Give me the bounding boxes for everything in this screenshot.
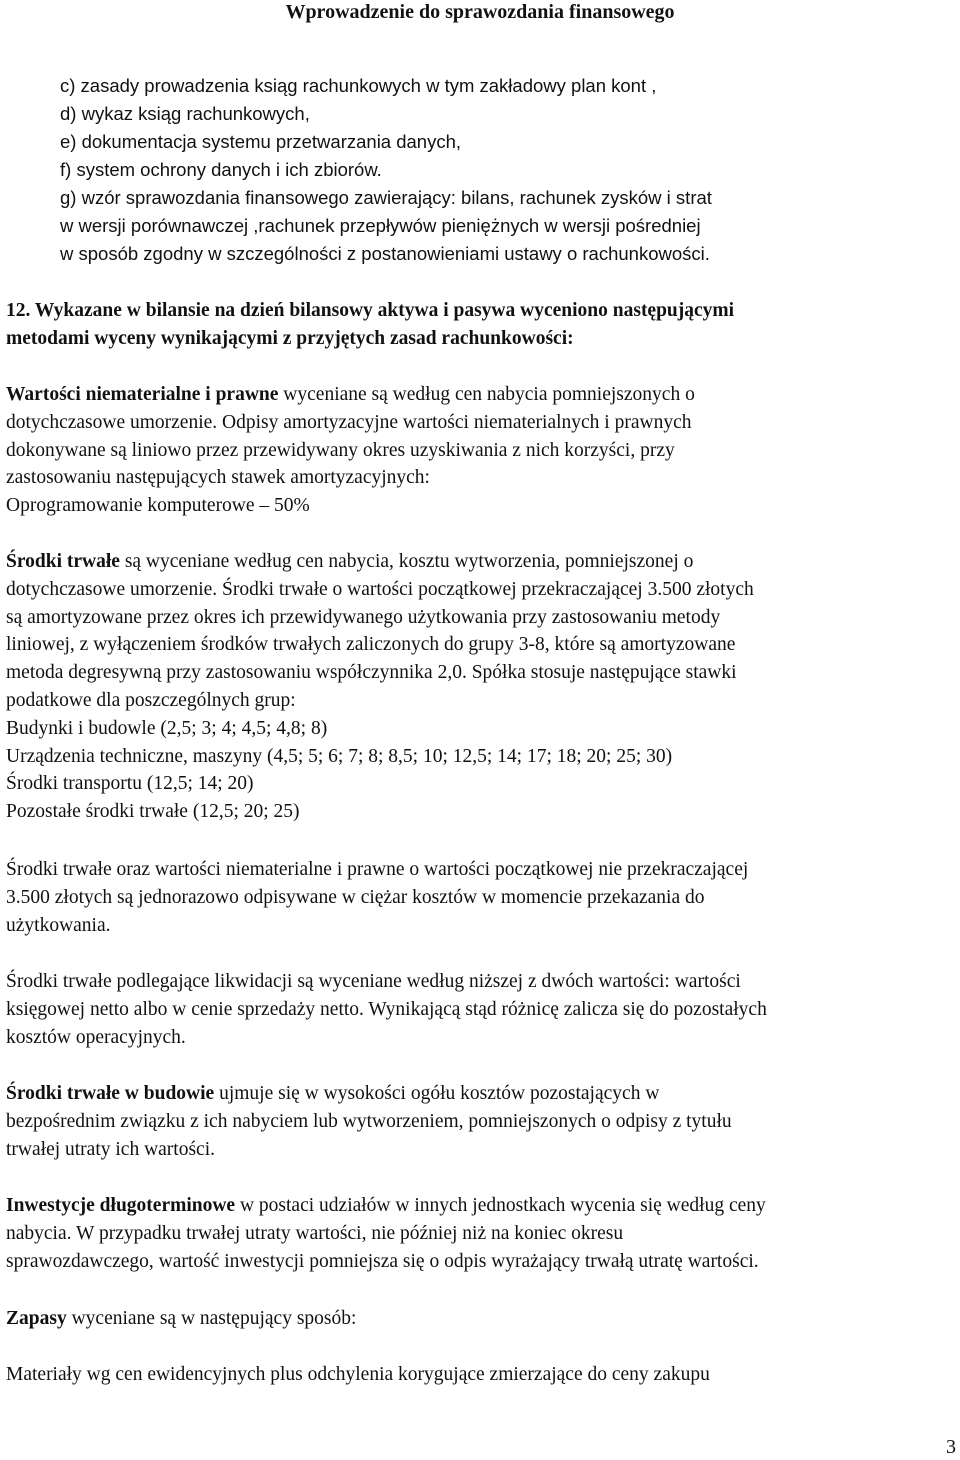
paragraph-line: kosztów operacyjnych. — [6, 1026, 186, 1048]
paragraph-line — [6, 381, 954, 409]
liquidation-paragraph — [6, 968, 954, 1051]
paragraph-line: Budynki i budowle (2,5; 3; 4; 4,5; 4,8; 8) — [6, 717, 328, 739]
investments-term: Inwestycje długoterminowe — [6, 1195, 236, 1216]
investments-paragraph — [6, 1192, 954, 1275]
paragraph-line: użytkowania. — [6, 914, 111, 936]
paragraph-line: nabycia. W przypadku trwałej utraty wartości, nie później niż na koniec okresu — [6, 1222, 624, 1244]
paragraph-line: Środki transportu (12,5; 14; 20) — [6, 773, 254, 795]
line-text: wyceniane są w następujący sposób: — [66, 1308, 357, 1329]
line-text: są wyceniane według cen nabycia, kosztu wytworzenia, pomniejszonej o — [119, 551, 694, 572]
list-item: g) wzór sprawozdania finansowego zawierający: bilans, rachunek zysków i strat — [60, 187, 712, 208]
paragraph-line: sprawozdawczego, wartość inwestycji pomniejsza się o odpis wyrażający trwałą utratę wartości. — [6, 1250, 759, 1272]
paragraph-line — [6, 548, 954, 576]
numbered-list-continuation — [60, 72, 940, 268]
intangibles-term: Wartości niematerialne i prawne — [6, 384, 279, 405]
list-item: e) dokumentacja systemu przetwarzania danych, — [60, 131, 462, 152]
fixed-assets-term: Środki trwałe — [6, 551, 120, 572]
construction-paragraph — [6, 1080, 954, 1163]
paragraph-line: metoda degresywną przy zastosowaniu współczynnika 2,0. Spółka stosuje następujące stawki — [6, 662, 737, 684]
low-value-assets-paragraph — [6, 856, 954, 939]
paragraph-line: Środki trwałe podlegające likwidacji są wyceniane według niższej z dwóch wartości: wartości — [6, 971, 741, 992]
paragraph-line: księgowej netto albo w cenie sprzedaży netto. Wynikającą stąd różnicę zalicza się do pozostałych — [6, 998, 767, 1020]
paragraph-line — [6, 1192, 954, 1220]
paragraph-line — [6, 1305, 954, 1333]
line-text: wyceniane są według cen nabycia pomniejszonych o — [278, 384, 695, 405]
paragraph-line: zastosowaniu następujących stawek amortyzacyjnych: — [6, 467, 430, 489]
paragraph-line — [6, 1080, 954, 1108]
paragraph-line: podatkowe dla poszczególnych grup: — [6, 689, 296, 711]
heading-line: metodami wyceny wynikającymi z przyjętych zasad rachunkowości: — [6, 328, 574, 349]
list-item: w wersji porównawczej ,rachunek przepływów pieniężnych w wersji pośredniej — [60, 215, 701, 236]
inventory-term: Zapasy — [6, 1308, 67, 1329]
section-12-heading — [6, 297, 954, 353]
paragraph-line: 3.500 złotych są jednorazowo odpisywane w ciężar kosztów w momencie przekazania do — [6, 886, 705, 908]
fixed-assets-paragraph — [6, 548, 954, 826]
heading-line: 12. Wykazane w bilansie na dzień bilansowy aktywa i pasywa wyceniono następującymi — [6, 300, 735, 321]
paragraph-line: bezpośrednim związku z ich nabyciem lub wytworzeniem, pomniejszonych o odpisy z tytułu — [6, 1110, 732, 1132]
paragraph-line: Środki trwałe oraz wartości niematerialne i prawne o wartości początkowej nie przekraczającej — [6, 859, 749, 880]
inventory-paragraph — [6, 1305, 954, 1333]
paragraph-line: dokonywane są liniowo przez przewidywany okres uzyskiwania z nich korzyści, przy — [6, 439, 675, 461]
paragraph-line: liniowej, z wyłączeniem środków trwałych zaliczonych do grupy 3-8, które są amortyzowane — [6, 634, 736, 656]
construction-term: Środki trwałe w budowie — [6, 1083, 215, 1104]
list-item: f) system ochrony danych i ich zbiorów. — [60, 159, 382, 180]
page-header-title: Wprowadzenie do sprawozdania finansowego — [285, 1, 675, 23]
list-item: w sposób zgodny w szczególności z postanowieniami ustawy o rachunkowości. — [60, 243, 710, 264]
materials-paragraph — [6, 1361, 954, 1389]
paragraph-line: Oprogramowanie komputerowe – 50% — [6, 495, 310, 517]
paragraph-line: dotychczasowe umorzenie. Odpisy amortyzacyjne wartości niematerialnych i prawnych — [6, 411, 692, 433]
line-text: w postaci udziałów w innych jednostkach wycenia się według ceny — [235, 1195, 766, 1216]
line-text: ujmuje się w wysokości ogółu kosztów pozostających w — [214, 1083, 660, 1104]
page-number: 3 — [946, 1436, 956, 1458]
list-item: d) wykaz ksiąg rachunkowych, — [60, 103, 310, 124]
paragraph-line: są amortyzowane przez okres ich przewidywanego użytkowania przy zastosowaniu metody — [6, 606, 721, 628]
paragraph-line: Urządzenia techniczne, maszyny (4,5; 5; 6; 7; 8; 8,5; 10; 12,5; 14; 17; 18; 20; 25; 30) — [6, 745, 673, 767]
paragraph-line: Pozostałe środki trwałe (12,5; 20; 25) — [6, 801, 300, 823]
paragraph-line: dotychczasowe umorzenie. Środki trwałe o wartości początkowej przekraczającej 3.500 złotych — [6, 578, 754, 600]
paragraph-line: Materiały wg cen ewidencyjnych plus odchylenia korygujące zmierzające do ceny zakupu — [6, 1364, 710, 1385]
paragraph-line: trwałej utraty ich wartości. — [6, 1138, 216, 1160]
list-item: c) zasady prowadzenia ksiąg rachunkowych w tym zakładowy plan kont , — [60, 75, 657, 96]
intangibles-paragraph — [6, 381, 954, 520]
